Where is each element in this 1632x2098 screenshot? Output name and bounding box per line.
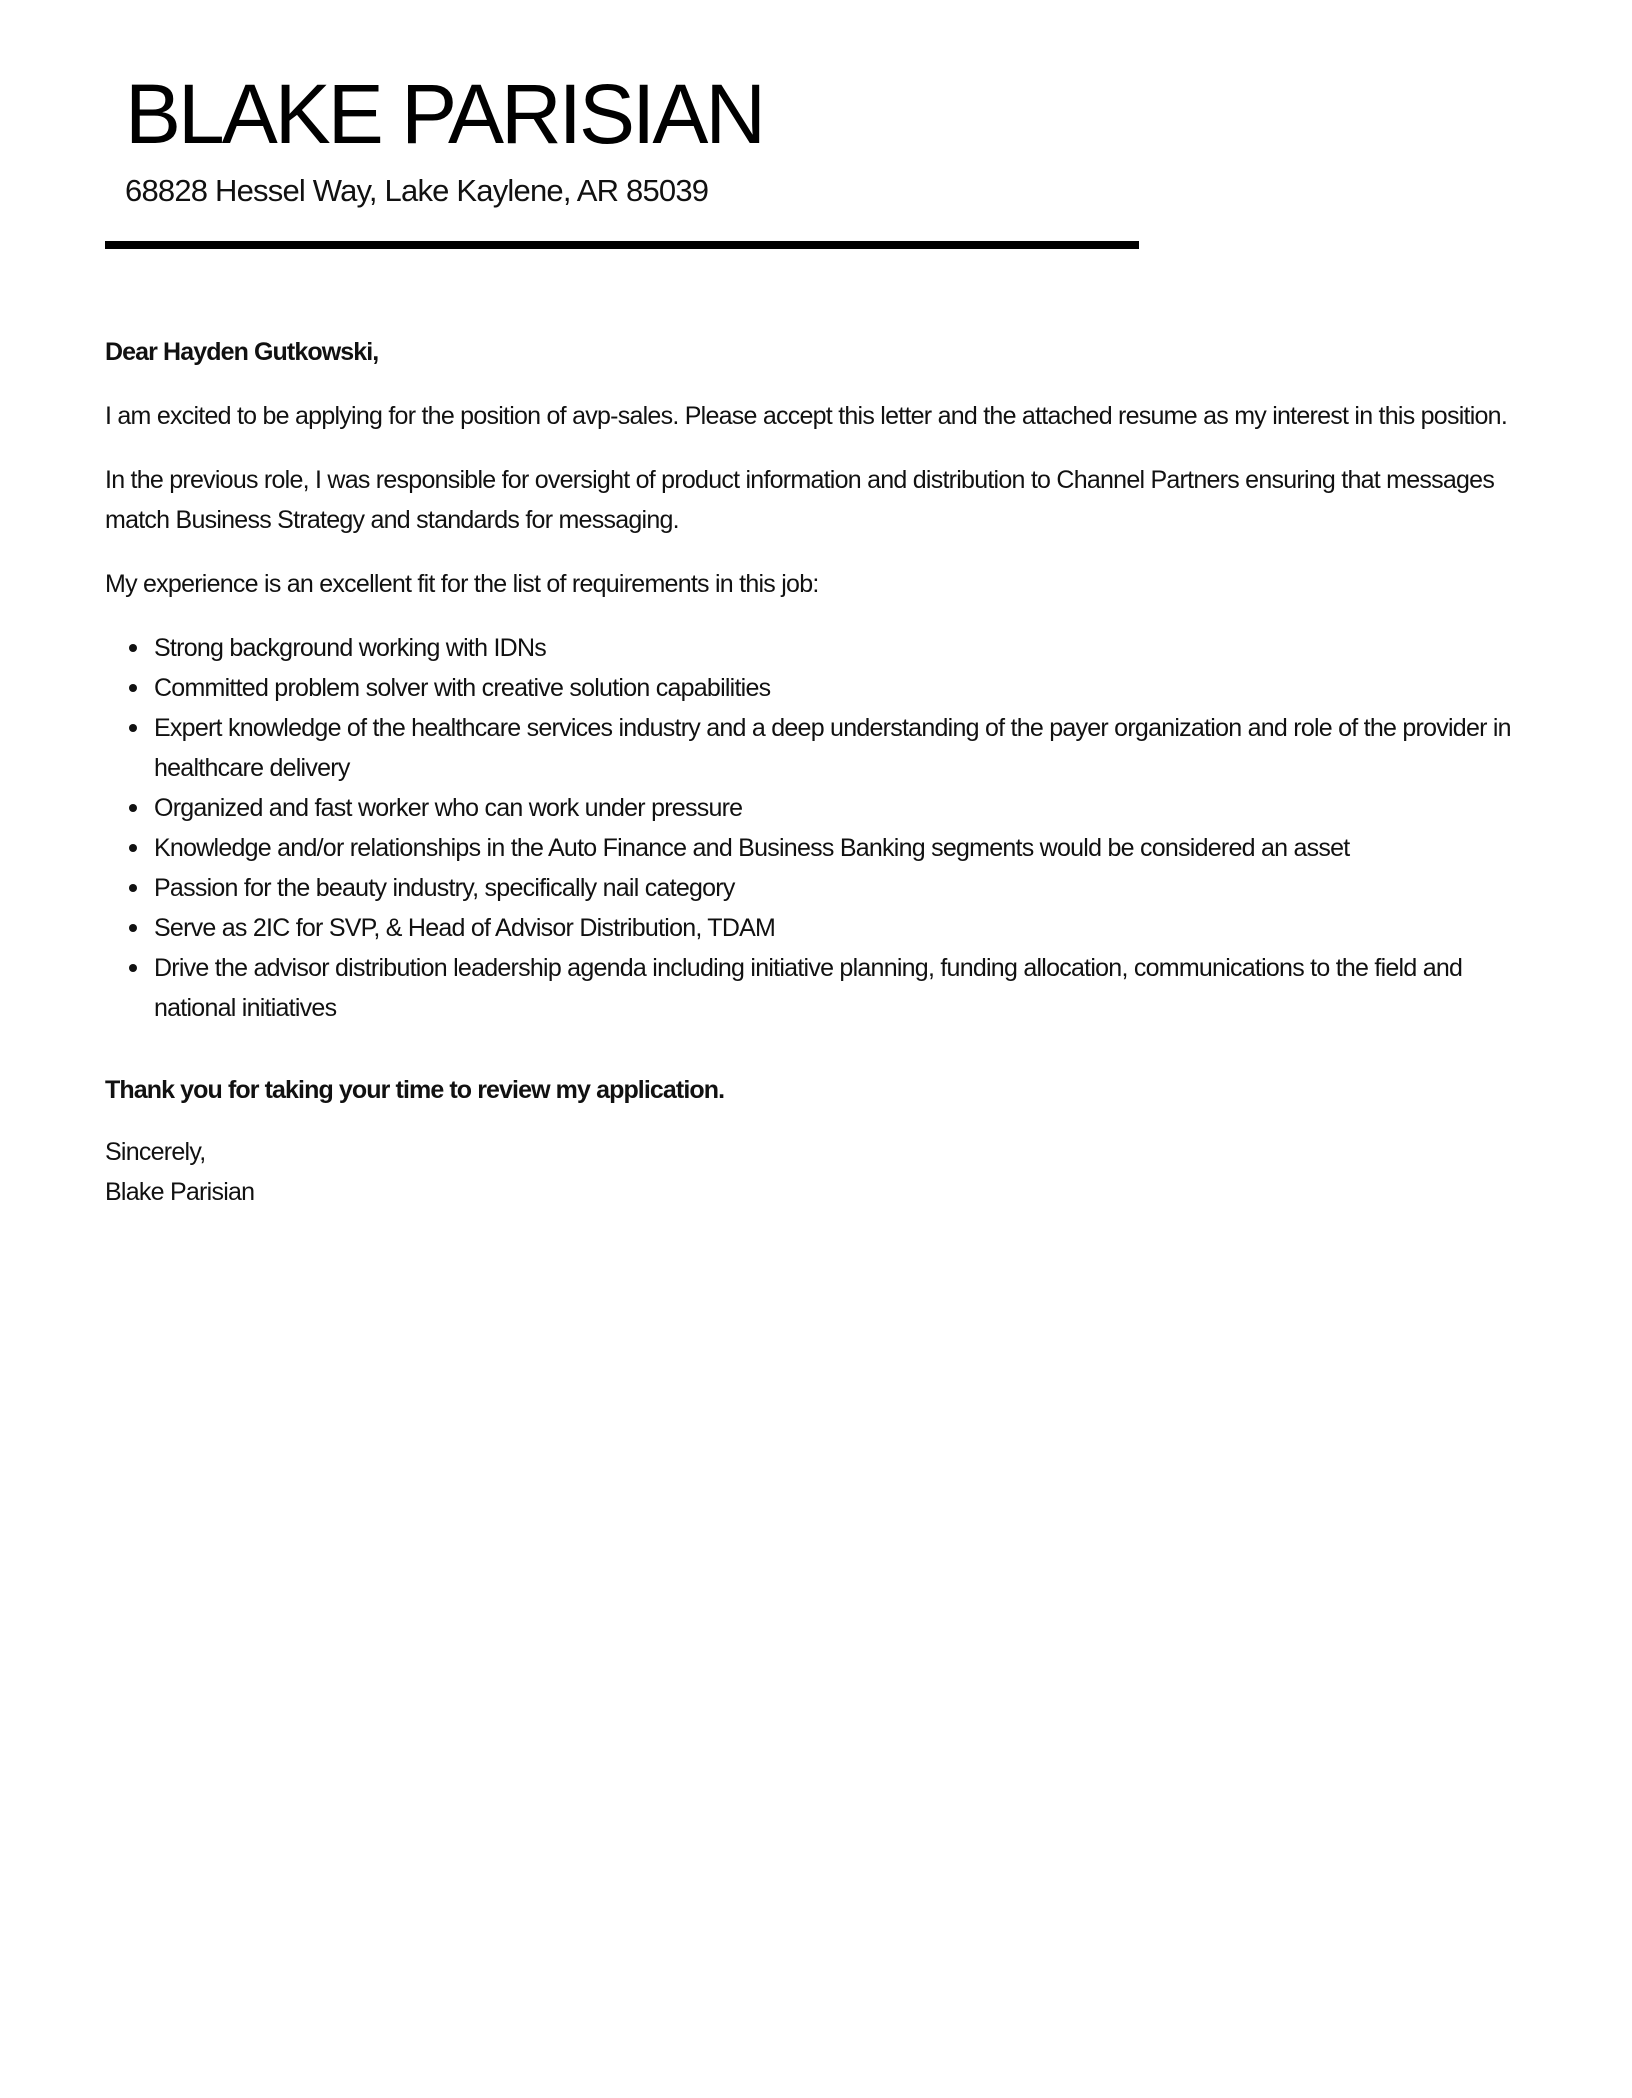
list-item-text: Organized and fast worker who can work under pressure <box>154 794 743 822</box>
list-item-text: Drive the advisor distribution leadership agenda including initiative planning, funding allocation, communications to the field and national initiatives <box>154 954 1463 1022</box>
signoff-block <box>105 1132 1545 1212</box>
list-item-text: Serve as 2IC for SVP, & Head of Advisor Distribution, TDAM <box>154 914 776 942</box>
bullet-icon <box>129 804 137 812</box>
bullet-icon <box>129 964 137 972</box>
applicant-name: BLAKE PARISIAN <box>125 67 764 161</box>
list-item <box>154 828 1545 868</box>
intro-paragraph: I am excited to be applying for the position of avp-sales. Please accept this letter and the attached resume as my interest in this position. <box>105 402 1508 430</box>
greeting: Dear Hayden Gutkowski, <box>105 338 379 366</box>
list-item-text: Expert knowledge of the healthcare services industry and a deep understanding of the payer organization and role of the provider in healthcare delivery <box>154 714 1511 782</box>
header-divider <box>105 241 1139 249</box>
requirements-list <box>105 628 1545 1028</box>
applicant-address: 68828 Hessel Way, Lake Kaylene, AR 85039 <box>125 173 709 208</box>
list-item <box>154 868 1545 908</box>
bullet-icon <box>129 844 137 852</box>
bullet-icon <box>129 884 137 892</box>
list-item-text: Strong background working with IDNs <box>154 634 546 662</box>
list-item-text: Passion for the beauty industry, specifically nail category <box>154 874 735 902</box>
bullet-icon <box>129 924 137 932</box>
bullet-icon <box>129 724 137 732</box>
list-item-text: Committed problem solver with creative solution capabilities <box>154 674 771 702</box>
requirements-intro: My experience is an excellent fit for the list of requirements in this job: <box>105 570 819 598</box>
experience-paragraph: In the previous role, I was responsible for oversight of product information and distribution to Channel Partners ensuring that messages match Business Strategy and standards for messaging. <box>105 466 1495 534</box>
closing-line: Thank you for taking your time to review my application. <box>105 1076 725 1104</box>
signature: Blake Parisian <box>105 1178 255 1206</box>
list-item <box>154 788 1545 828</box>
letter-body <box>105 332 1545 1212</box>
bullet-icon <box>129 644 137 652</box>
signoff: Sincerely, <box>105 1138 206 1166</box>
bullet-icon <box>129 684 137 692</box>
list-item <box>154 628 1545 668</box>
list-item <box>154 708 1545 788</box>
list-item <box>154 908 1545 948</box>
list-item-text: Knowledge and/or relationships in the Auto Finance and Business Banking segments would be considered an asset <box>154 834 1350 862</box>
list-item <box>154 668 1545 708</box>
list-item <box>154 948 1545 1028</box>
